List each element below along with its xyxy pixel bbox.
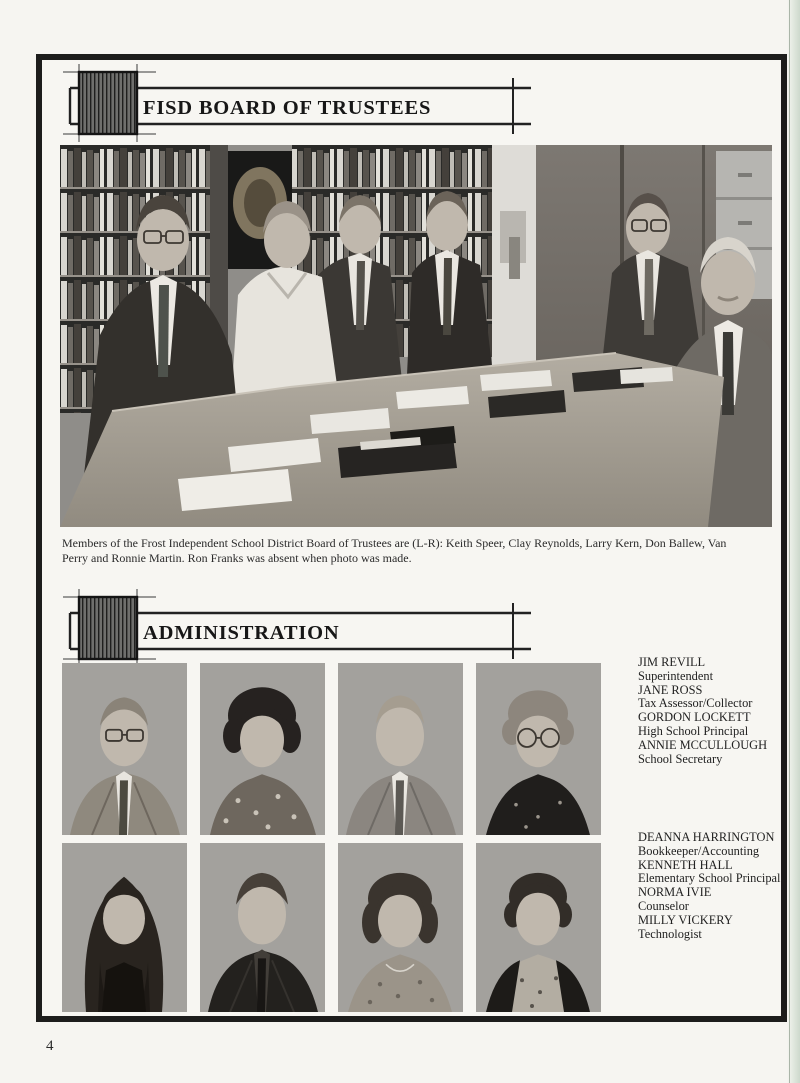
caption-line: Members of the Frost Independent School District Board of Trustees are (L-R): Keith Speer, Clay Reynolds, Larry Kern, Don Ballew, Van: [62, 536, 727, 550]
person-title: School Secretary: [638, 751, 723, 766]
person-name: KENNETH HALL: [638, 857, 733, 872]
person-title: Counselor: [638, 898, 689, 913]
portrait-jane-ross: [200, 663, 325, 835]
board-group-photo: [60, 145, 772, 527]
scan-page-edge: [787, 0, 800, 1083]
portrait-annie-mccullough: [476, 663, 601, 835]
portrait-norma-ivie: [338, 843, 463, 1012]
person-title: Elementary School Principal: [638, 871, 781, 886]
admin-names-group2: [638, 831, 783, 941]
admin-names-group1: [638, 656, 783, 766]
administration-section-title: ADMINISTRATION: [143, 622, 340, 644]
portrait-gordon-lockett: [338, 663, 463, 835]
person-name: NORMA IVIE: [638, 885, 712, 900]
person-name: DEANNA HARRINGTON: [638, 830, 775, 844]
person-name: JANE ROSS: [638, 682, 703, 697]
caption-line: Perry and Ronnie Martin. Ron Franks was absent when photo was made.: [62, 551, 412, 565]
person-name: MILLY VICKERY: [638, 912, 733, 927]
portrait-deanna-harrington: [62, 843, 187, 1012]
board-section-header: [61, 64, 551, 144]
board-photo-caption: [62, 536, 726, 566]
administration-section-header: [61, 589, 551, 669]
person-name: GORDON LOCKETT: [638, 710, 751, 725]
person-name: JIM REVILL: [638, 655, 706, 669]
header-hatched-square: [79, 72, 137, 134]
person-title: Bookkeeper/Accounting: [638, 843, 760, 858]
person-title: Tax Assessor/Collector: [638, 696, 753, 711]
portrait-jim-revill: [62, 663, 187, 835]
page-number: 4: [46, 1038, 54, 1054]
person-title: High School Principal: [638, 723, 749, 738]
board-section-title: FISD BOARD OF TRUSTEES: [143, 97, 432, 119]
header-hatched-square: [79, 597, 137, 659]
portrait-kenneth-hall: [200, 843, 325, 1012]
person-name: ANNIE MCCULLOUGH: [638, 737, 768, 752]
person-title: Superintendent: [638, 668, 714, 683]
portrait-milly-vickery: [476, 843, 601, 1012]
person-title: Technologist: [638, 926, 702, 941]
